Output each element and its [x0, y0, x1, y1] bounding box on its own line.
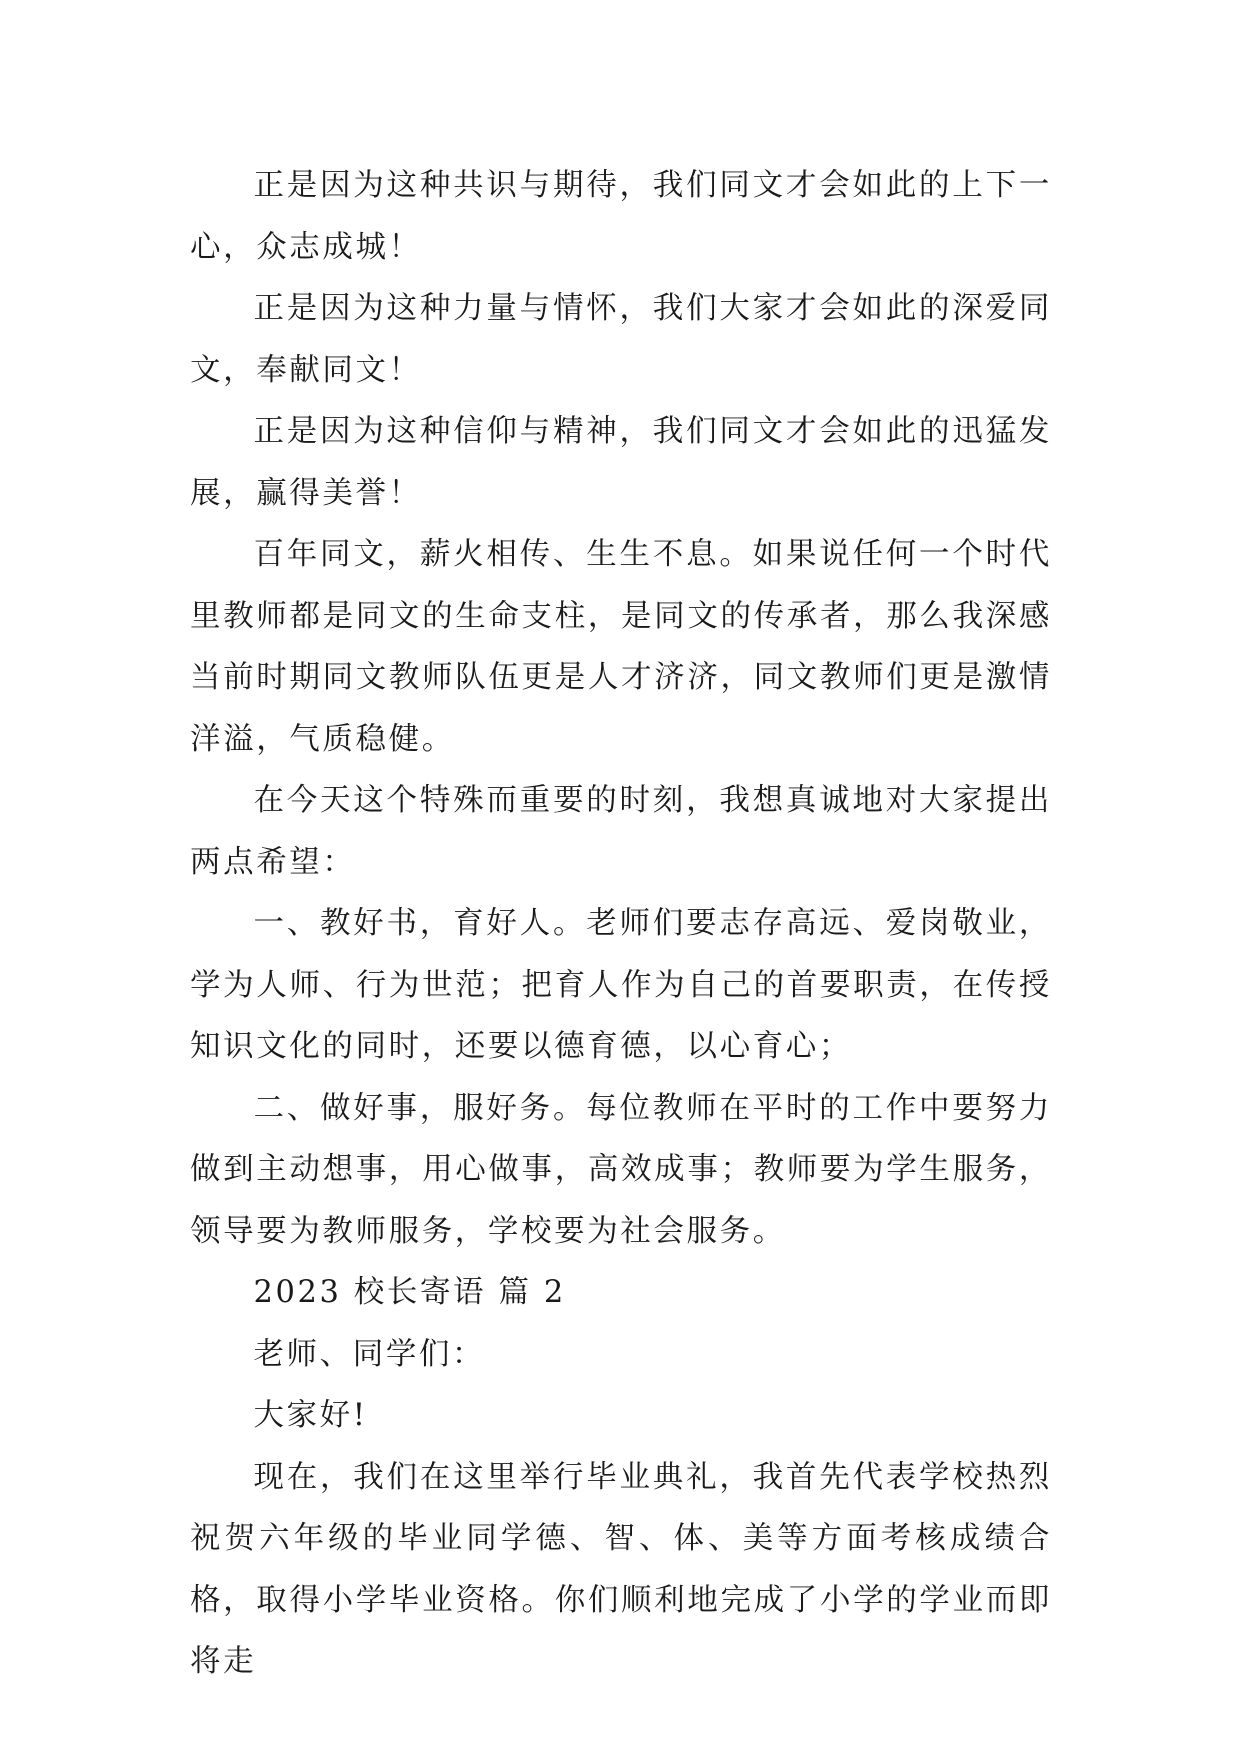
section-heading: 2023 校长寄语 篇 2 — [253, 1275, 566, 1310]
paragraph-graduation: 现在，我们在这里举行毕业典礼，我首先代表学校热烈祝贺六年级的毕业同学德、智、体、美等方面考核成绩合格，取得小学毕业资格。你们顺利地完成了小学的学业而即将走 — [190, 1459, 1052, 1679]
paragraph-hopes-intro: 在今天这个特殊而重要的时刻，我想真诚地对大家提出两点希望： — [190, 783, 1052, 880]
salutation: 老师、同学们： — [253, 1336, 486, 1372]
document-body — [190, 155, 1052, 1693]
paragraph-strength: 正是因为这种力量与情怀，我们大家才会如此的深爱同文，奉献同文！ — [190, 291, 1052, 388]
paragraph-hope-two: 二、做好事，服好务。每位教师在平时的工作中要努力做到主动想事，用心做事，高效成事；教师要为学生服务，领导要为教师服务，学校要为社会服务。 — [190, 1090, 1052, 1249]
paragraph-hope-one: 一、教好书，育好人。老师们要志存高远、爱岗敬业，学为人师、行为世范；把育人作为自己的首要职责，在传授知识文化的同时，还要以德育德，以心育心； — [190, 906, 1052, 1064]
paragraph-faith: 正是因为这种信仰与精神，我们同文才会如此的迅猛发展，赢得美誉！ — [190, 414, 1052, 511]
greeting: 大家好! — [253, 1398, 368, 1433]
paragraph-consensus: 正是因为这种共识与期待，我们同文才会如此的上下一心，众志成城！ — [190, 168, 1052, 265]
paragraph-century: 百年同文，薪火相传、生生不息。如果说任何一个时代里教师都是同文的生命支柱，是同文的传承者，那么我深感当前时期同文教师队伍更是人才济济，同文教师们更是激情洋溢，气质稳健。 — [190, 537, 1052, 757]
